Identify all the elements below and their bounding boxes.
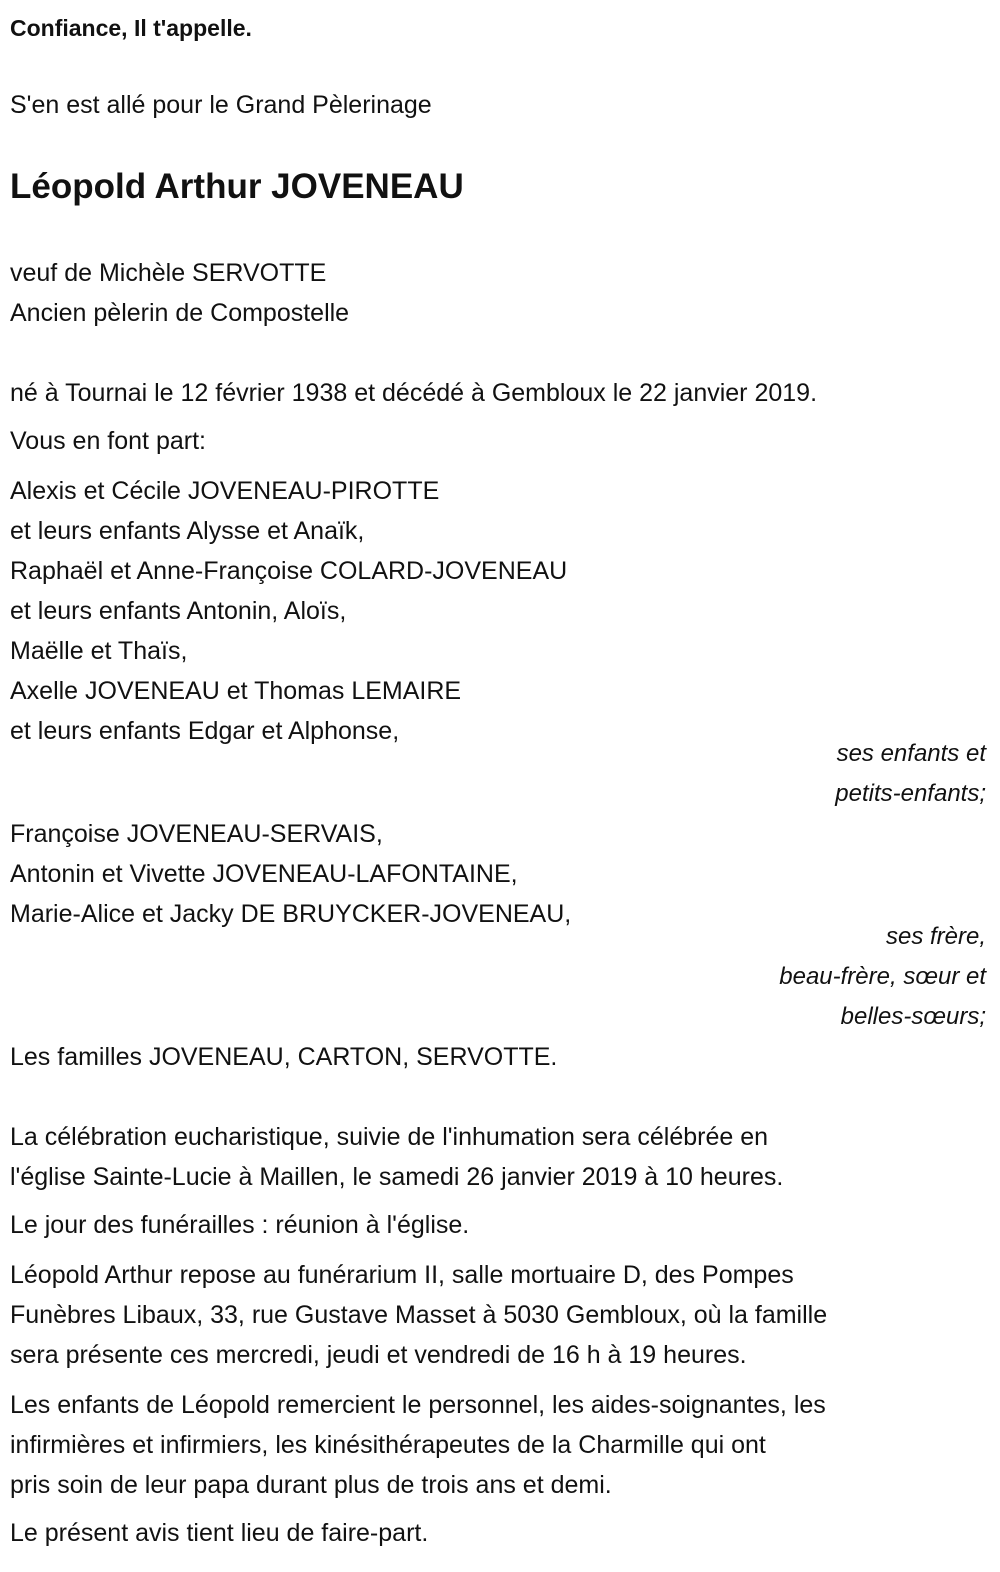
funerarium-line: Funèbres Libaux, 33, rue Gustave Masset à 5030 Gembloux, où la famille: [10, 1301, 828, 1329]
children-line: Raphaël et Anne-Françoise COLARD-JOVENEAU: [10, 557, 568, 585]
funerarium-line: sera présente ces mercredi, jeudi et vendredi de 16 h à 19 heures.: [10, 1341, 747, 1369]
families: Les familles JOVENEAU, CARTON, SERVOTTE.: [10, 1043, 558, 1071]
motto: Confiance, Il t'appelle.: [10, 15, 252, 41]
siblings-relation: beau-frère, sœur et: [779, 963, 986, 990]
pilgrim-line: Ancien pèlerin de Compostelle: [10, 299, 350, 327]
ceremony-line: l'église Sainte-Lucie à Maillen, le samedi 26 janvier 2019 à 10 heures.: [10, 1163, 784, 1191]
children-line: et leurs enfants Antonin, Aloïs,: [10, 597, 347, 625]
children-line: Axelle JOVENEAU et Thomas LEMAIRE: [10, 677, 462, 705]
siblings-line: Marie-Alice et Jacky DE BRUYCKER-JOVENEAU,: [10, 900, 572, 928]
intro: S'en est allé pour le Grand Pèlerinage: [10, 91, 432, 119]
widower-line: veuf de Michèle SERVOTTE: [10, 259, 327, 287]
thanks-line: pris soin de leur papa durant plus de trois ans et demi.: [10, 1471, 612, 1499]
siblings-relation: belles-sœurs;: [840, 1003, 986, 1030]
funeral-day: Le jour des funérailles : réunion à l'église.: [10, 1211, 470, 1239]
funerarium-line: Léopold Arthur repose au funérarium II, salle mortuaire D, des Pompes: [10, 1261, 794, 1289]
birth-death: né à Tournai le 12 février 1938 et décédé à Gembloux le 22 janvier 2019.: [10, 379, 818, 407]
children-line: et leurs enfants Edgar et Alphonse,: [10, 717, 400, 745]
thanks-line: Les enfants de Léopold remercient le personnel, les aides-soignantes, les: [10, 1391, 826, 1419]
announcers-intro: Vous en font part:: [10, 427, 206, 455]
siblings-line: Antonin et Vivette JOVENEAU-LAFONTAINE,: [10, 860, 518, 888]
ceremony-line: La célébration eucharistique, suivie de l'inhumation sera célébrée en: [10, 1123, 769, 1151]
children-line: et leurs enfants Alysse et Anaïk,: [10, 517, 365, 545]
deceased-name: Léopold Arthur JOVENEAU: [10, 167, 464, 206]
closing: Le présent avis tient lieu de faire-part.: [10, 1519, 429, 1547]
thanks-line: infirmières et infirmiers, les kinésithérapeutes de la Charmille qui ont: [10, 1431, 766, 1459]
siblings-relation: ses frère,: [885, 923, 986, 950]
children-relation: ses enfants et: [836, 740, 986, 767]
children-line: Alexis et Cécile JOVENEAU-PIROTTE: [10, 477, 440, 505]
siblings-line: Françoise JOVENEAU-SERVAIS,: [10, 820, 383, 848]
children-line: Maëlle et Thaïs,: [10, 637, 188, 665]
children-relation: petits-enfants;: [835, 780, 986, 807]
